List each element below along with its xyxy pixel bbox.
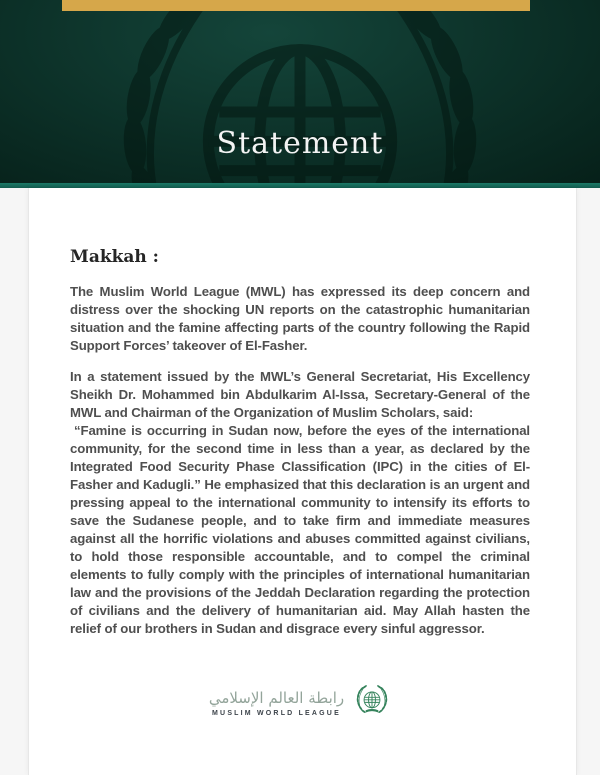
footer-logo (70, 684, 530, 722)
mwl-globe-wreath-icon (353, 684, 391, 722)
footer-logo-text (209, 689, 344, 717)
logo-english-name: MUSLIM WORLD LEAGUE (212, 710, 341, 717)
logo-arabic-name: رابطة العالم الإسلامي (208, 689, 345, 707)
location-heading: Makkah : (70, 247, 159, 267)
statement-paragraph-2: In a statement issued by the MWL’s General Secretariat, His Excellency Sheikh Dr. Mohammed bin Abdulkarim Al-Issa, Secretary-General of the MWL and Chairman of the Organization of Muslim Scholars, said: (70, 369, 530, 420)
statement-paragraph-3: “Famine is occurring in Sudan now, before the eyes of the international community, for the second time in less than a year, as declared by the Integrated Food Security Phase Classification (IPC) in the cities of El-Fasher and Kadugli.” He emphasized that this declaration is an urgent and pressing appeal to the international community to intensify its efforts to save the Sudanese people, and to take firm and immediate measures against all the horrific violations and abuses committed against civilians, to hold those responsible accountable, and to compel the criminal elements to fully comply with the principles of international humanitarian law and the provisions of the Jeddah Declaration regarding the protection of civilians and the delivery of humanitarian aid. May Allah hasten the relief of our brothers in Sudan and disgrace every sinful aggressor. (70, 423, 530, 636)
page-title: Statement (216, 126, 384, 161)
page-header (0, 0, 600, 183)
statement-paragraph-1: The Muslim World League (MWL) has expressed its deep concern and distress over the shocking UN reports on the catastrophic humanitarian situation and the famine affecting parts of the country following the Rapid Support Forces’ takeover of El-Fasher. (70, 284, 530, 353)
gold-accent-bar (62, 0, 530, 11)
statement-card (28, 188, 577, 775)
